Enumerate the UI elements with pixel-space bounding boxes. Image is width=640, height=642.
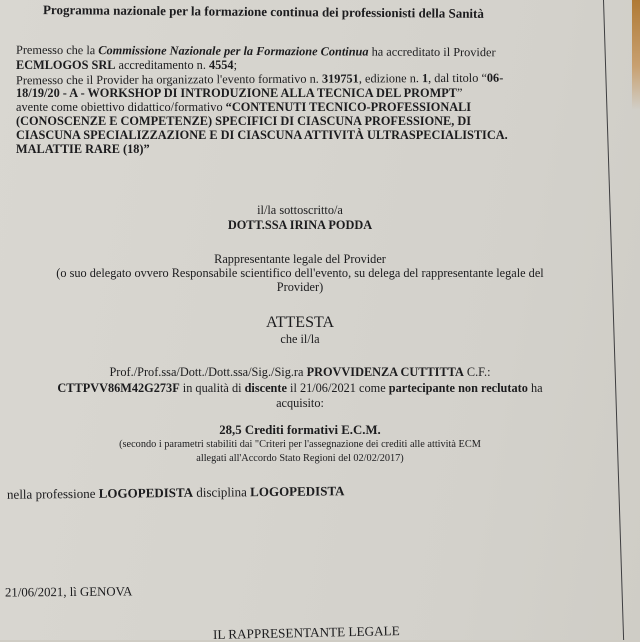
place-date: 21/06/2021, lì GENOVA <box>4 584 133 600</box>
premise-1-line-2: ECMLOGOS SRL accreditamento n. 4554; <box>16 58 237 72</box>
signatory-label: il/la sottoscritto/a <box>257 203 343 217</box>
signatory-name: DOTT.SSA IRINA PODDA <box>227 218 373 232</box>
attesta-heading: ATTESTA <box>265 314 335 331</box>
edition-number: 1 <box>421 71 429 86</box>
participant-line-1: Prof./Prof.ssa/Dott./Dott.ssa/Sig./Sig.ra PROVVIDENZA CUTTITTA C.F.: <box>109 365 491 379</box>
objective-line-3: CIASCUNA SPECIALIZZAZIONE E DI CIASCUNA ATTIVITÀ ULTRASPECIALISTICA. <box>16 128 508 142</box>
document-header: Programma nazionale per la formazione continua dei professionisti della Sanità <box>42 2 484 21</box>
participant-type: partecipante non reclutato <box>388 381 528 395</box>
acquired-label: acquisito: <box>276 396 324 410</box>
objective-line-2: (CONOSCENZE E COMPETENZE) SPECIFICI DI CIASCUNA PROFESSIONE, DI <box>16 114 472 128</box>
tax-code: CTTPVV86M42G273F <box>57 381 180 395</box>
participant-line-2: CTTPVV86M42G273F in qualità di discente il 21/06/2021 come partecipante non reclutato ha <box>57 381 543 395</box>
premise-1-line-1: Premesso che la Commissione Nazionale per la Formazione Continua ha accreditato il Provider <box>15 42 496 60</box>
event-number: 319751 <box>321 71 359 86</box>
objective-line-1: avente come obiettivo didattico/formativo “CONTENUTI TECNICO-PROFESSIONALI <box>16 100 472 114</box>
credits-value: 28,5 Crediti formativi E.C.M. <box>219 423 381 437</box>
delegate-note-line-2: Provider) <box>276 280 324 294</box>
attendance-date: 21/06/2021 <box>299 381 356 395</box>
participant-name: PROVVIDENZA CUTTITTA <box>306 365 464 379</box>
accreditation-number: 4554 <box>208 58 234 72</box>
delegate-note-line-1: (o suo delegato ovvero Responsabile scientifico dell'evento, su delega del rappresentante legale del <box>56 266 544 280</box>
signature-heading: IL RAPPRESENTANTE LEGALE <box>212 623 400 642</box>
premise-2-line-1: Premesso che il Provider ha organizzato l'evento formativo n. 319751, edizione n. 1, dal titolo “06- <box>15 70 504 88</box>
event-title: 18/19/20 - A - WORKSHOP DI INTRODUZIONE ALLA TECNICA DEL PROMPT” <box>16 86 463 100</box>
credits-note-line-1: (secondo i parametri stabiliti dai "Criteri per l'assegnazione dei crediti alle attività ECM <box>119 439 481 450</box>
commission-name: Commissione Nazionale per la Formazione Continua <box>98 43 369 59</box>
participant-role: discente <box>244 381 287 395</box>
profession-value: LOGOPEDISTA <box>98 484 194 501</box>
signatory-role: Rappresentante legale del Provider <box>214 252 386 266</box>
profession-line: nella professione LOGOPEDISTA disciplina LOGOPEDISTA <box>6 483 345 502</box>
discipline-value: LOGOPEDISTA <box>250 483 345 500</box>
credits-note-line-2: allegati all'Accordo Stato Regioni del 02/02/2017) <box>196 453 404 464</box>
table-edge <box>632 0 640 110</box>
provider-name: ECMLOGOS SRL <box>16 58 116 72</box>
attesta-sub: che il/la <box>280 332 320 346</box>
objective-line-4: MALATTIE RARE (18)” <box>16 142 150 156</box>
